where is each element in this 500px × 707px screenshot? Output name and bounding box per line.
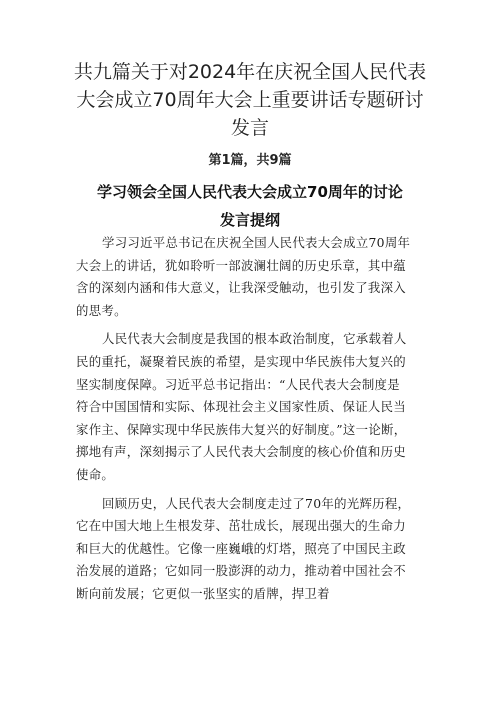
document-title (60, 58, 440, 142)
text-line: 断向前发展；它更似一张坚实的盾牌，捍卫着 (76, 585, 330, 601)
text-line: 含的深刻内涵和伟大意义，让我深受触动，也引发了我深入 (76, 280, 406, 296)
text-line: 回顾历史，人民代表大会制度走过了70年的光辉历程， (102, 495, 411, 511)
text-line: 民的重托，凝聚着民族的希望，是实现中华民族伟大复兴的 (76, 353, 406, 369)
text-line: 掷地有声，深刻揭示了人民代表大会制度的核心价值和历史 (76, 444, 406, 460)
text-line: 治发展的道路；它如同一股澎湃的动力，推动着中国社会不 (76, 563, 406, 579)
section-heading-line: 发言提纲 (219, 211, 280, 229)
section-heading (60, 178, 440, 234)
paragraph-3 (76, 493, 430, 606)
document-title-line: 共九篇关于对2024年在庆祝全国人民代表 (73, 61, 427, 83)
text-line: 和巨大的优越性。它像一座巍峨的灯塔，照亮了中国民主政 (76, 540, 406, 556)
document-title-line: 大会成立70周年大会上重要讲话专题研讨 (76, 89, 424, 111)
section-heading-line: 学习领会全国人民代表大会成立70周年的讨论 (97, 183, 403, 201)
text-line: 家作主、保障实现中华民族伟大复兴的好制度。”这一论断， (76, 421, 407, 437)
text-line: 大会上的讲话，犹如聆听一部波澜壮阔的历史乐章，其中蕴 (76, 257, 406, 273)
document-title-line: 发言 (230, 117, 269, 139)
paragraph-1 (76, 232, 430, 322)
part-label: 第1篇，共9篇 (208, 153, 292, 168)
text-line: 人民代表大会制度是我国的根本政治制度，它承载着人 (102, 331, 407, 347)
body-text (76, 232, 430, 612)
text-line: 它在中国大地上生根发芽、茁壮成长，展现出强大的生命力 (76, 518, 406, 534)
text-line: 坚实制度保障。习近平总书记指出：“人民代表大会制度是 (76, 376, 400, 392)
text-line: 学习习近平总书记在庆祝全国人民代表大会成立70周年 (102, 235, 411, 250)
text-line: 的思考。 (76, 302, 127, 318)
text-line: 使命。 (76, 466, 115, 482)
paragraph-2 (76, 328, 430, 486)
text-line: 符合中国国情和实际、体现社会主义国家性质、保证人民当 (76, 399, 406, 415)
